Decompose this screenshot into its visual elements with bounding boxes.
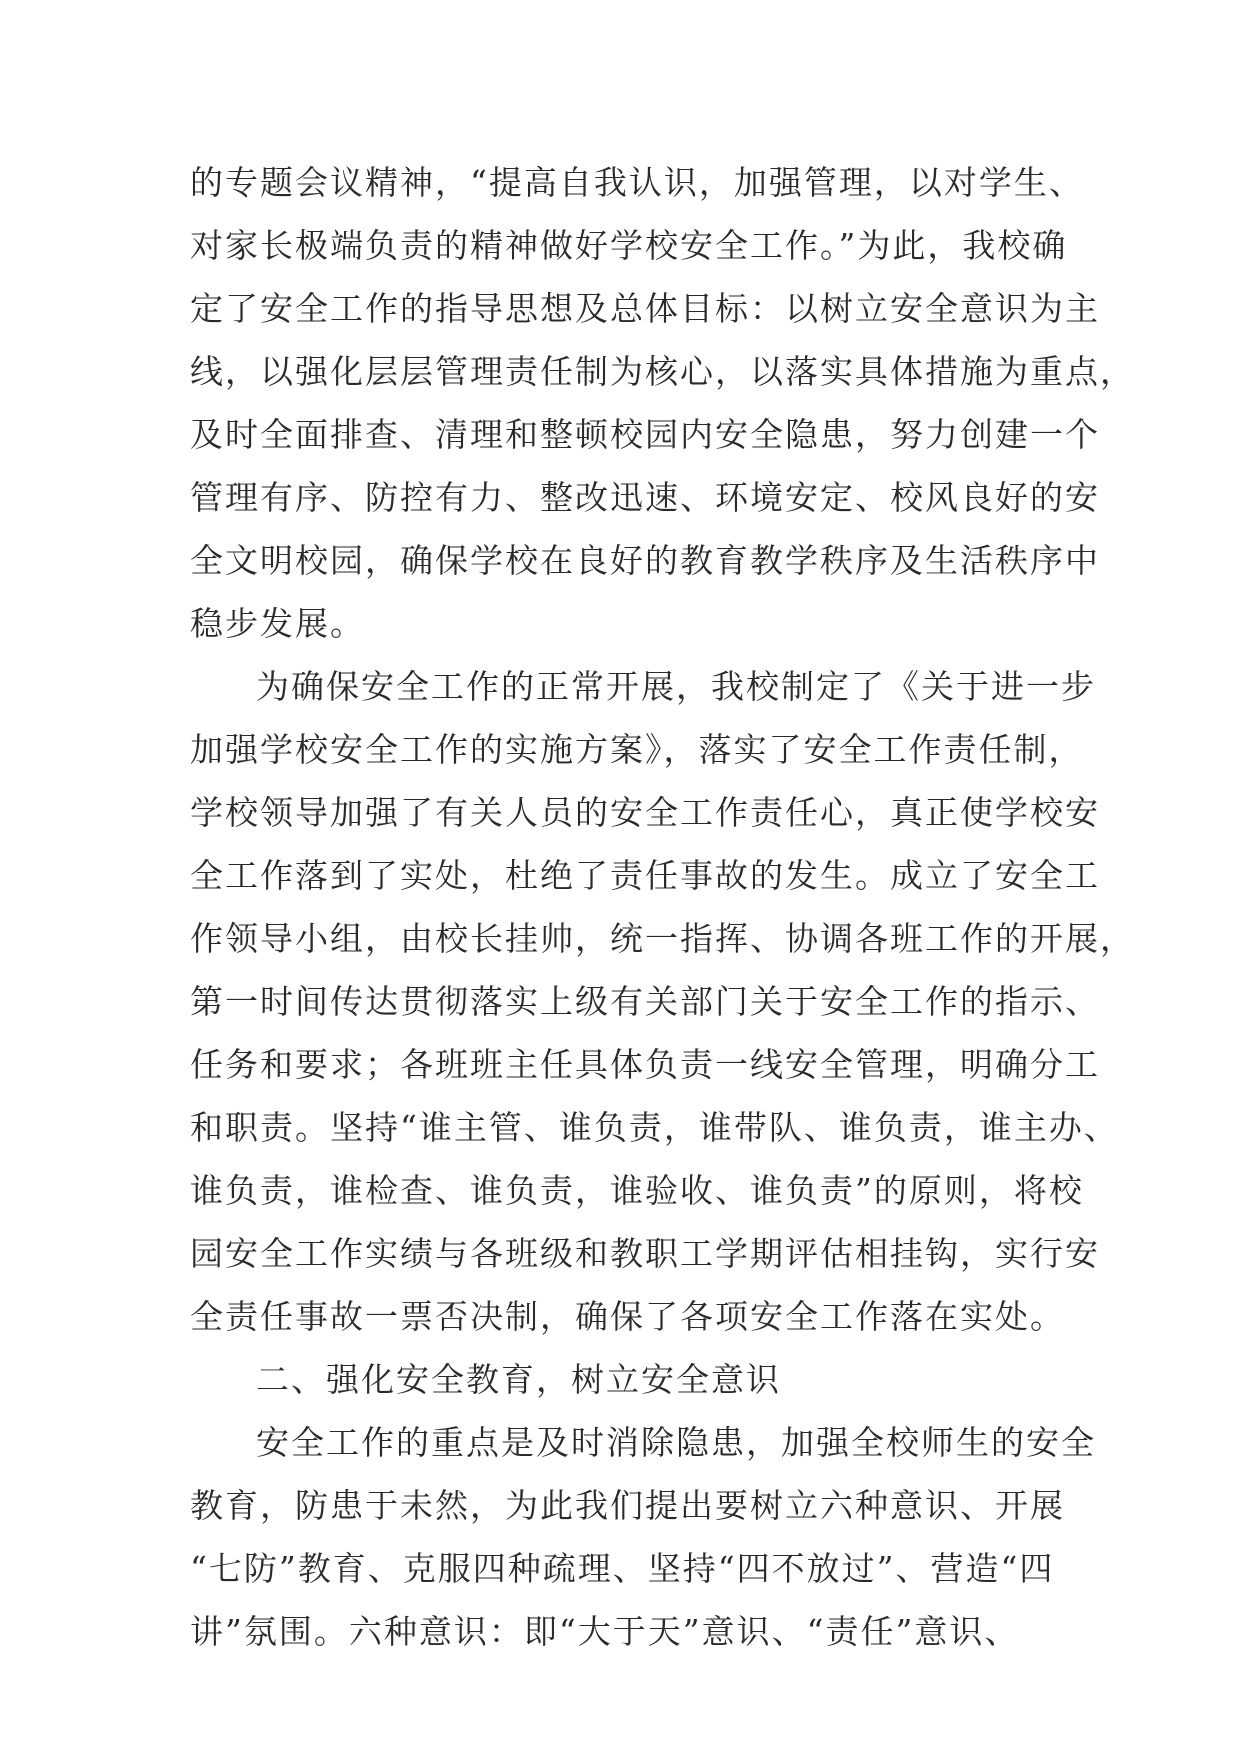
- section-heading: 二、强化安全教育，树立安全意识: [256, 1360, 781, 1399]
- text-line: 教育，防患于未然，为此我们提出要树立六种意识、开展: [190, 1486, 1065, 1525]
- text-line: 作领导小组，由校长挂帅，统一指挥、协调各班工作的开展，: [190, 919, 1135, 958]
- body-text: [190, 151, 1135, 1663]
- text-line: 谁负责，谁检查、谁负责，谁验收、谁负责”的原则，将校: [190, 1171, 1084, 1210]
- text-line: 全工作落到了实处，杜绝了责任事故的发生。成立了安全工: [190, 856, 1100, 895]
- text-line: 全责任事故一票否决制，确保了各项安全工作落在实处。: [190, 1297, 1065, 1336]
- paragraph-first-line: 安全工作的重点是及时消除隐患，加强全校师生的安全: [256, 1423, 1096, 1462]
- text-line: 和职责。坚持“谁主管、谁负责，谁带队、谁负责，谁主办、: [190, 1108, 1119, 1147]
- text-line: 及时全面排查、清理和整顿校园内安全隐患，努力创建一个: [190, 415, 1100, 454]
- text-line: 园安全工作实绩与各班级和教职工学期评估相挂钩，实行安: [190, 1234, 1100, 1273]
- paragraph-first-line: 为确保安全工作的正常开展，我校制定了《关于进一步: [256, 667, 1096, 706]
- text-line: 第一时间传达贯彻落实上级有关部门关于安全工作的指示、: [190, 982, 1100, 1021]
- text-line: 全文明校园，确保学校在良好的教育教学秩序及生活秩序中: [190, 541, 1100, 580]
- text-line: 的专题会议精神，“提高自我认识，加强管理，以对学生、: [190, 163, 1084, 202]
- text-line: 对家长极端负责的精神做好学校安全工作。”为此，我校确: [190, 226, 1068, 265]
- text-line: 任务和要求；各班班主任具体负责一线安全管理，明确分工: [190, 1045, 1100, 1084]
- text-line: 加强学校安全工作的实施方案》，落实了安全工作责任制，: [190, 730, 1084, 769]
- text-line: 线，以强化层层管理责任制为核心，以落实具体措施为重点，: [190, 352, 1135, 391]
- text-line: 讲”氛围。六种意识：即“大于天”意识、“责任”意识、: [190, 1612, 1020, 1651]
- text-line: “七防”教育、克服四种疏理、坚持“四不放过”、营造“四: [190, 1549, 1055, 1588]
- text-line: 定了安全工作的指导思想及总体目标：以树立安全意识为主: [190, 289, 1100, 328]
- text-line: 稳步发展。: [190, 604, 365, 643]
- text-line: 学校领导加强了有关人员的安全工作责任心，真正使学校安: [190, 793, 1100, 832]
- text-line: 管理有序、防控有力、整改迅速、环境安定、校风良好的安: [190, 478, 1100, 517]
